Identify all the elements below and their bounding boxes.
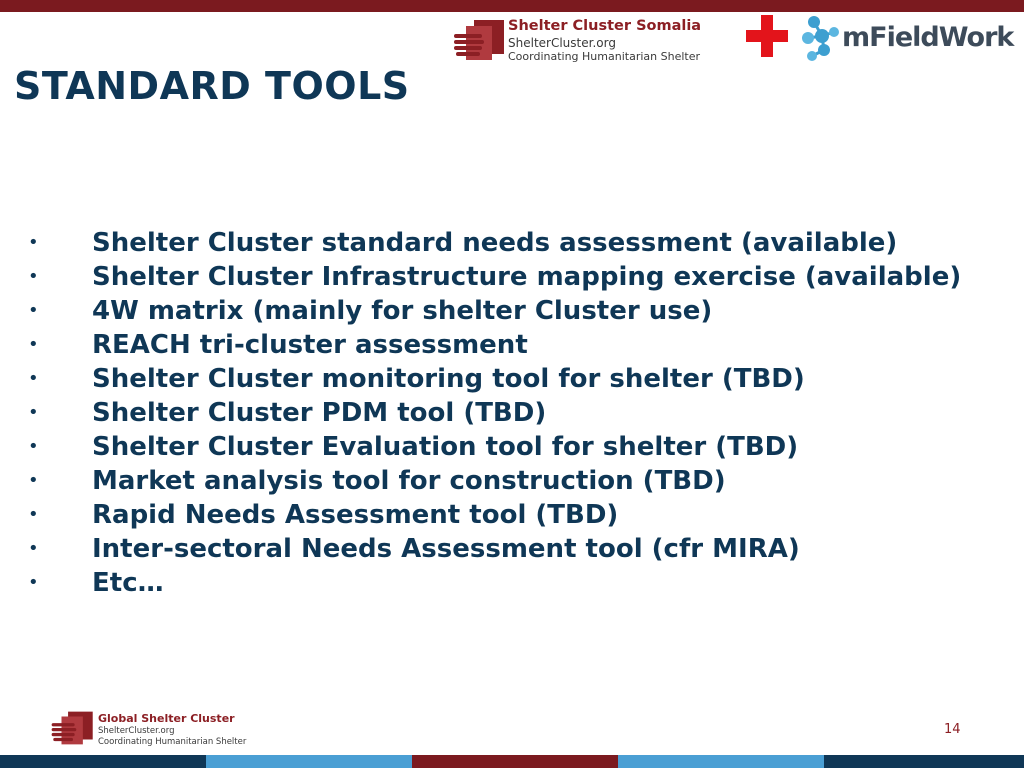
list-item	[0, 362, 982, 396]
footer-org-tagline: Coordinating Humanitarian Shelter	[98, 737, 247, 747]
list-item-text: Rapid Needs Assessment tool (TBD)	[92, 500, 619, 530]
bullet-icon: •	[28, 232, 39, 253]
bullet-icon: •	[28, 334, 39, 355]
footer-bar-segment	[0, 755, 206, 768]
footer-bar-segment	[412, 755, 618, 768]
list-item-text: Shelter Cluster Infrastructure mapping exercise (available)	[92, 262, 962, 292]
list-item	[0, 464, 982, 498]
list-item	[0, 294, 982, 328]
list-item	[0, 328, 982, 362]
list-item-text: 4W matrix (mainly for shelter Cluster use)	[92, 296, 713, 326]
bullet-icon: •	[28, 368, 39, 389]
list-item-text: Shelter Cluster Evaluation tool for shelter (TBD)	[92, 432, 799, 462]
global-shelter-cluster-logo	[50, 708, 290, 748]
footer-org-url: ShelterCluster.org	[98, 726, 175, 736]
header-org-name: Shelter Cluster Somalia	[508, 18, 702, 34]
list-item	[0, 260, 982, 294]
bullet-icon: •	[28, 538, 39, 559]
bullet-icon: •	[28, 572, 39, 593]
red-cross-icon	[746, 15, 788, 57]
list-item	[0, 532, 982, 566]
list-item	[0, 226, 982, 260]
footer-bar-segment	[206, 755, 412, 768]
list-item-text: Shelter Cluster monitoring tool for shelter (TBD)	[92, 364, 805, 394]
shelter-cluster-somalia-logo	[452, 16, 732, 64]
list-item	[0, 498, 982, 532]
hands-house-logo-icon	[452, 16, 508, 64]
bullet-icon: •	[28, 436, 39, 457]
bullet-icon: •	[28, 504, 39, 525]
list-item	[0, 566, 982, 600]
hands-house-logo-icon	[50, 708, 96, 748]
list-item-text: Shelter Cluster standard needs assessment (available)	[92, 228, 898, 258]
mfieldwork-logo	[800, 14, 1014, 64]
footer-bar-segment	[618, 755, 824, 768]
footer-org-name: Global Shelter Cluster	[98, 712, 235, 725]
footer-accent-bar	[0, 755, 1024, 768]
bullet-icon: •	[28, 402, 39, 423]
molecule-logo-icon	[800, 14, 848, 64]
bullet-icon: •	[28, 300, 39, 321]
partner-name: mFieldWork	[842, 22, 1014, 53]
page-number: 14	[944, 722, 961, 737]
list-item-text: Etc…	[92, 568, 164, 598]
tool-bullet-list	[0, 226, 1024, 600]
header-org-url: ShelterCluster.org	[508, 36, 616, 50]
top-accent-bar	[0, 0, 1024, 12]
slide-title: STANDARD TOOLS	[14, 64, 410, 108]
bullet-icon: •	[28, 470, 39, 491]
bullet-icon: •	[28, 266, 39, 287]
footer-bar-segment	[824, 755, 1024, 768]
list-item-text: Market analysis tool for construction (TBD)	[92, 466, 726, 496]
list-item	[0, 396, 982, 430]
list-item-text: Inter-sectoral Needs Assessment tool (cfr MIRA)	[92, 534, 800, 564]
list-item-text: REACH tri-cluster assessment	[92, 330, 528, 360]
header-org-tagline: Coordinating Humanitarian Shelter	[508, 50, 700, 63]
list-item	[0, 430, 982, 464]
list-item-text: Shelter Cluster PDM tool (TBD)	[92, 398, 547, 428]
